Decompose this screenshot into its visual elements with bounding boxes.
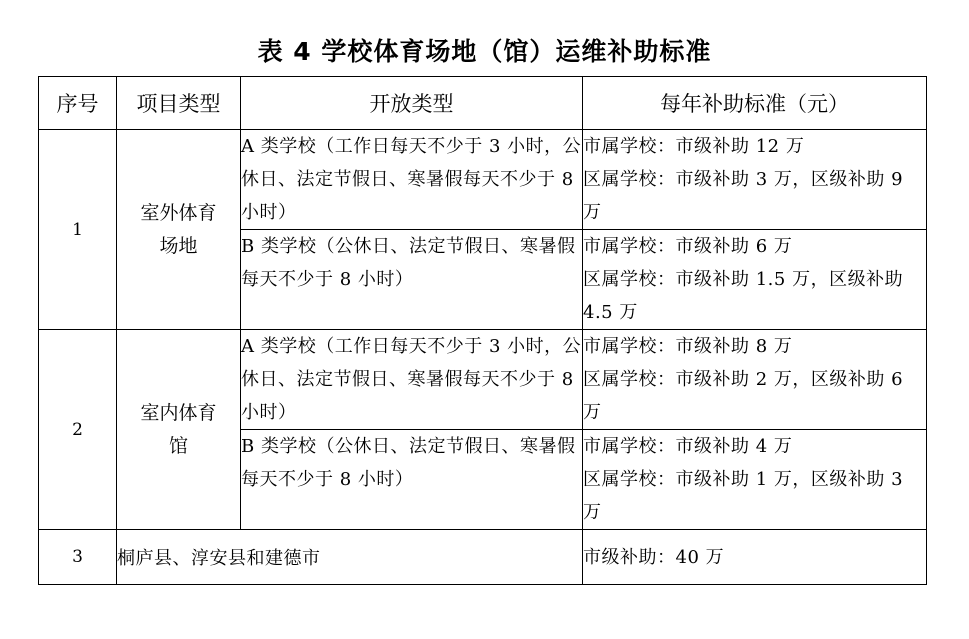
region-cell: 桐庐县、淳安县和建德市 bbox=[117, 530, 583, 585]
subsidy-cell bbox=[583, 330, 927, 430]
open-type-cell: B 类学校（公休日、法定节假日、寒暑假每天不少于 8 小时） bbox=[241, 230, 583, 330]
open-type-cell: A 类学校（工作日每天不少于 3 小时，公休日、法定节假日、寒暑假每天不少于 8 小时） bbox=[241, 130, 583, 230]
project-type-text: 室外体育场地 bbox=[140, 201, 217, 257]
project-type-text: 室内体育馆 bbox=[140, 401, 217, 457]
city-school-subsidy: 市属学校：市级补助 4 万 bbox=[583, 436, 793, 457]
header-seq: 序号 bbox=[39, 77, 117, 130]
project-type-cell bbox=[117, 330, 241, 530]
table-title: 表 4 学校体育场地（馆）运维补助标准 bbox=[257, 37, 712, 66]
table-row bbox=[39, 330, 927, 430]
subsidy-cell bbox=[583, 130, 927, 230]
header-open-type: 开放类型 bbox=[241, 77, 583, 130]
table-row bbox=[39, 530, 927, 585]
table-row bbox=[39, 130, 927, 230]
seq-cell: 2 bbox=[39, 330, 117, 530]
district-school-subsidy: 区属学校：市级补助 3 万，区级补助 9 万 bbox=[583, 169, 904, 223]
subsidy-cell bbox=[583, 230, 927, 330]
subsidy-cell: 市级补助：40 万 bbox=[583, 530, 927, 585]
district-school-subsidy: 区属学校：市级补助 1 万，区级补助 3 万 bbox=[583, 469, 904, 523]
district-school-subsidy: 区属学校：市级补助 1.5 万，区级补助 4.5 万 bbox=[583, 269, 904, 323]
city-school-subsidy: 市属学校：市级补助 8 万 bbox=[583, 336, 793, 357]
district-school-subsidy: 区属学校：市级补助 2 万，区级补助 6 万 bbox=[583, 369, 904, 423]
project-type-cell bbox=[117, 130, 241, 330]
subsidy-table bbox=[38, 76, 927, 585]
subsidy-cell bbox=[583, 430, 927, 530]
city-school-subsidy: 市属学校：市级补助 12 万 bbox=[583, 136, 805, 157]
header-project-type: 项目类型 bbox=[117, 77, 241, 130]
open-type-cell: B 类学校（公休日、法定节假日、寒暑假每天不少于 8 小时） bbox=[241, 430, 583, 530]
seq-cell: 1 bbox=[39, 130, 117, 330]
open-type-cell: A 类学校（工作日每天不少于 3 小时，公休日、法定节假日、寒暑假每天不少于 8 小时） bbox=[241, 330, 583, 430]
header-row bbox=[39, 77, 927, 130]
header-subsidy: 每年补助标准（元） bbox=[583, 77, 927, 130]
seq-cell: 3 bbox=[39, 530, 117, 585]
city-school-subsidy: 市属学校：市级补助 6 万 bbox=[583, 236, 793, 257]
